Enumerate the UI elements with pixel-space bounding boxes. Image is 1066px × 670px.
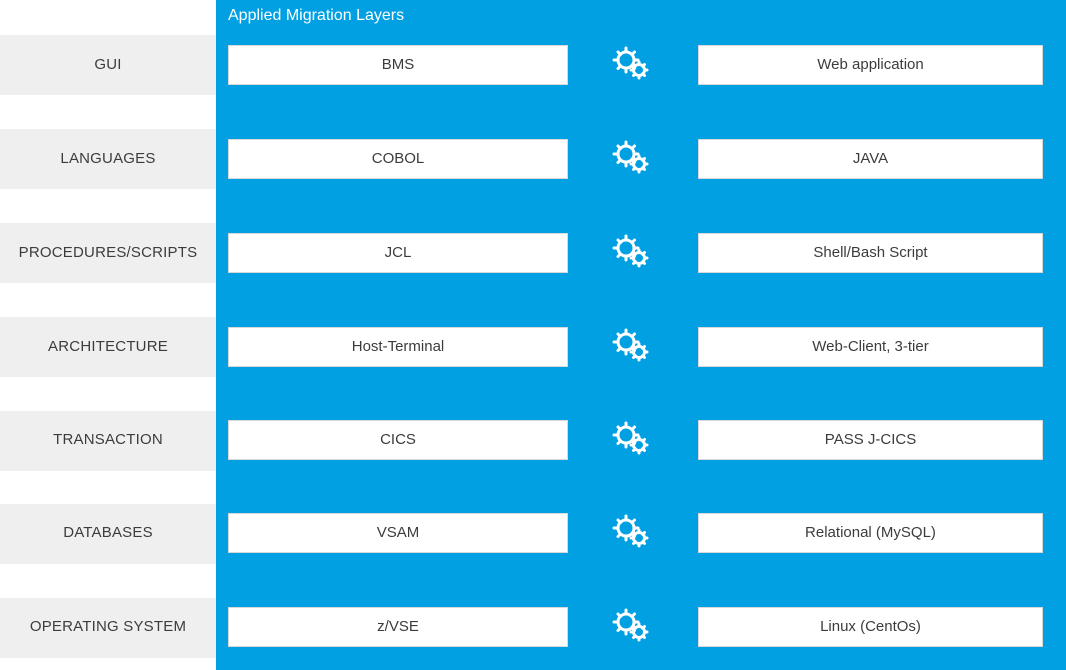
source-box-transaction: CICS: [228, 420, 568, 460]
table-row: [0, 135, 1066, 183]
gears-arrow-icon: [584, 511, 684, 555]
gears-arrow-icon: [584, 231, 684, 275]
table-row: [0, 229, 1066, 277]
source-box-databases: VSAM: [228, 513, 568, 553]
gears-arrow-icon: [584, 605, 684, 649]
target-box-procedures: Shell/Bash Script: [698, 233, 1043, 273]
target-box-transaction: PASS J-CICS: [698, 420, 1043, 460]
gears-arrow-icon: [584, 325, 684, 369]
target-box-languages: JAVA: [698, 139, 1043, 179]
target-box-operating-system: Linux (CentOs): [698, 607, 1043, 647]
table-row: [0, 509, 1066, 557]
source-box-languages: COBOL: [228, 139, 568, 179]
source-box-gui: BMS: [228, 45, 568, 85]
row-label-transaction: TRANSACTION: [53, 431, 163, 448]
source-box-operating-system: z/VSE: [228, 607, 568, 647]
table-row: [0, 416, 1066, 464]
table-row: [0, 41, 1066, 89]
gears-arrow-icon: [584, 418, 684, 462]
row-label-operating-system: OPERATING SYSTEM: [29, 618, 187, 635]
row-label-architecture: ARCHITECTURE: [48, 338, 168, 355]
gears-arrow-icon: [584, 43, 684, 87]
row-label-gui: GUI: [94, 56, 122, 73]
row-label-databases: DATABASES: [63, 524, 153, 541]
table-row: [0, 603, 1066, 651]
gears-arrow-icon: [584, 137, 684, 181]
source-box-procedures: JCL: [228, 233, 568, 273]
target-box-architecture: Web-Client, 3-tier: [698, 327, 1043, 367]
page-title: Applied Migration Layers: [228, 7, 405, 24]
source-box-architecture: Host-Terminal: [228, 327, 568, 367]
row-label-procedures: PROCEDURES/SCRIPTS: [18, 244, 198, 261]
row-label-languages: LANGUAGES: [60, 150, 156, 167]
target-box-databases: Relational (MySQL): [698, 513, 1043, 553]
target-box-gui: Web application: [698, 45, 1043, 85]
table-row: [0, 323, 1066, 371]
